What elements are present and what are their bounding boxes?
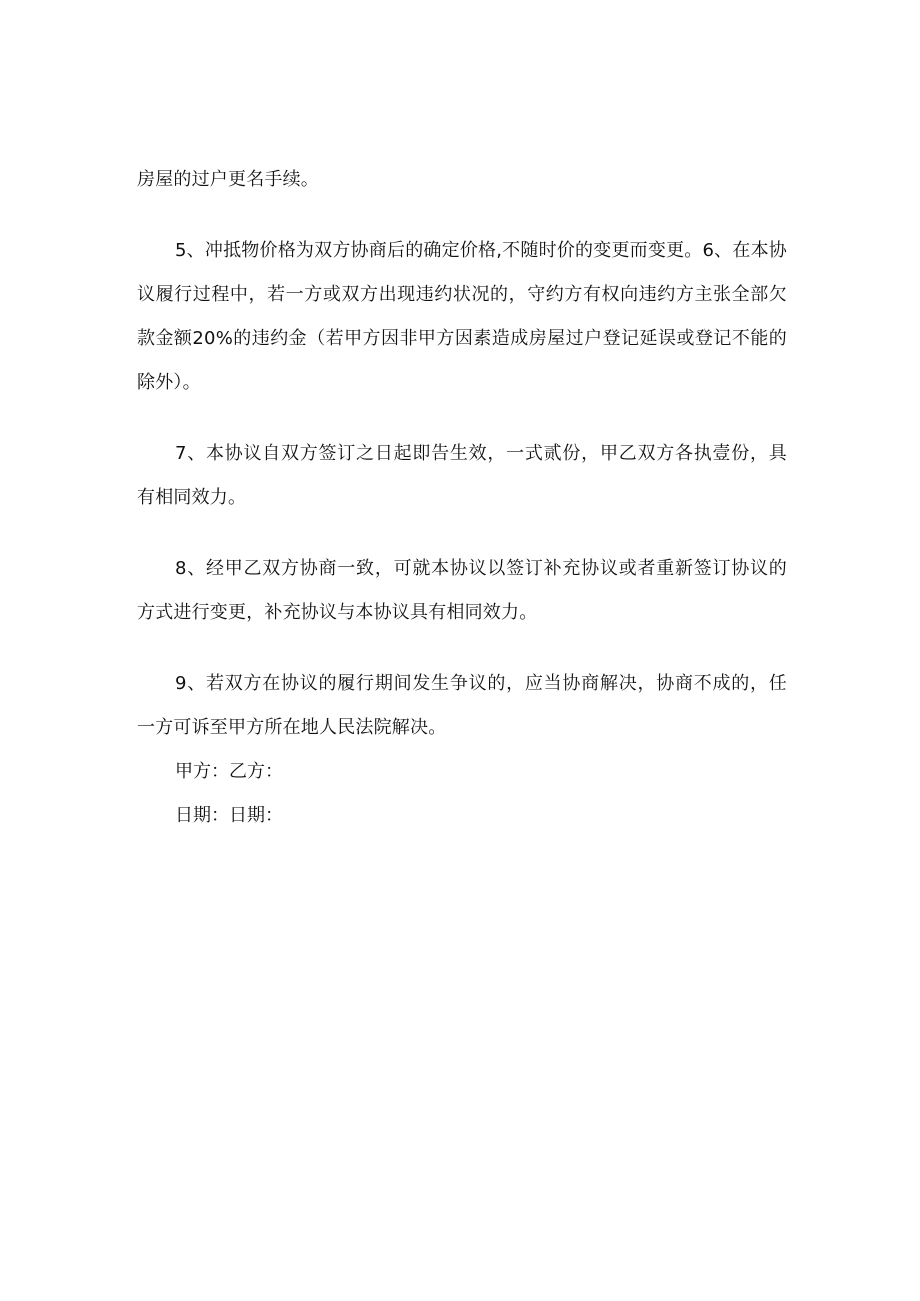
clause-9: 9、若双方在协议的履行期间发生争议的，应当协商解决，协商不成的，任一方可诉至甲方所在地人民法院解决。 [137, 673, 787, 738]
clause-5-6: 5、冲抵物价格为双方协商后的确定价格,不随时价的变更而变更。6、在本协议履行过程中，若一方或双方出现违约状况的，守约方有权向违约方主张全部欠款金额20%的违约金（若甲方因非甲方因素造成房屋过户登记延误或登记不能的除外）。 [137, 240, 787, 393]
document-body [137, 158, 787, 838]
clause-7: 7、本协议自双方签订之日起即告生效，一式贰份，甲乙双方各执壹份，具有相同效力。 [137, 443, 787, 508]
signature-parties: 甲方：乙方： [175, 761, 283, 782]
signature-dates: 日期：日期： [175, 805, 283, 826]
clause-8: 8、经甲乙双方协商一致，可就本协议以签订补充协议或者重新签订协议的方式进行变更，补充协议与本协议具有相同效力。 [137, 558, 787, 623]
paragraph-continuation: 房屋的过户更名手续。 [137, 169, 319, 190]
